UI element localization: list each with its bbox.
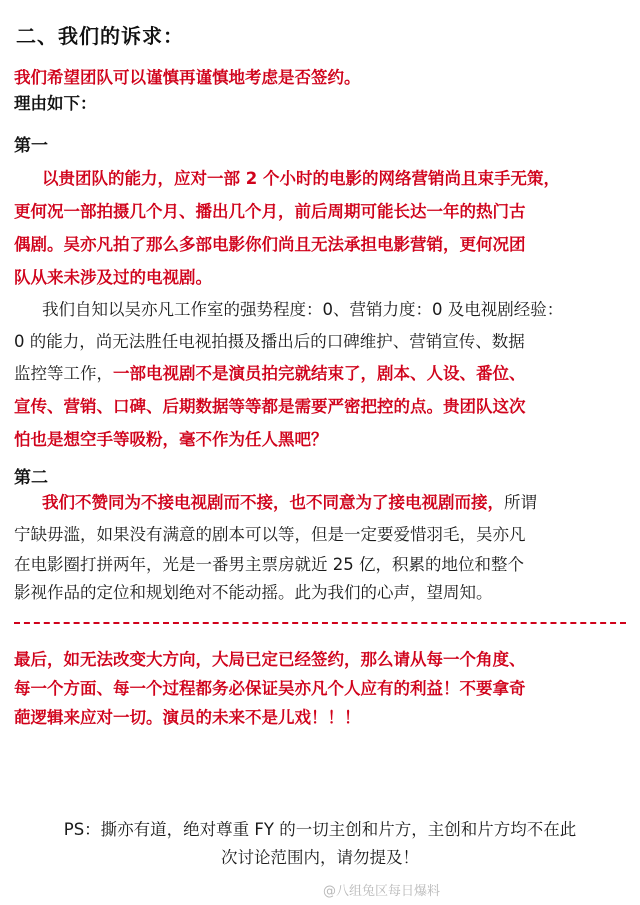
second-red-segment: 我们不赞同为不接电视剧而不接，也不同意为了接电视剧而接， — [42, 493, 504, 512]
first-para2-black-segment: 监控等工作， — [14, 364, 113, 383]
first-red-line-4: 队从来未涉及过的电视剧。 — [14, 268, 212, 287]
second-line-2: 宁缺毋滥，如果没有满意的剧本可以等，但是一定要爱惜羽毛，吴亦凡 — [14, 525, 526, 544]
appeal-text: 我们希望团队可以谨慎再谨慎地考虑是否签约。 — [14, 68, 361, 87]
first-para2-red-segment: 一部电视剧不是演员拍完就结束了，剧本、人设、番位、 — [113, 364, 526, 383]
section-title: 二、我们的诉求： — [16, 24, 184, 48]
second-line-3: 在电影圈打拼两年，光是一番男主票房就近 25 亿，积累的地位和整个 — [14, 555, 524, 574]
first-para2-line-3 — [14, 358, 630, 389]
first-para2-line-2: 0 的能力，尚无法胜任电视拍摄及播出后的口碑维护、营销宣传、数据 — [14, 332, 525, 351]
first-para2-line-5: 怕也是想空手等吸粉，毫不作为任人黑吧？ — [14, 430, 328, 449]
ps-line-2: 次讨论范围内，请勿提及！ — [221, 848, 419, 867]
ps-note — [20, 816, 620, 872]
watermark: @八组兔区每日爆料 — [322, 884, 440, 899]
final-line-1: 最后，如无法改变大方向，大局已定已经签约，那么请从每一个角度、 — [14, 650, 526, 669]
first-para2-line-1: 我们自知以吴亦凡工作室的强势程度：0、营销力度：0 及电视剧经验： — [42, 300, 564, 319]
second-line-1 — [14, 487, 630, 518]
second-black-segment: 所谓 — [504, 493, 537, 512]
dashed-divider — [14, 622, 626, 624]
first-red-line-1: 以贵团队的能力，应对一部 2 个小时的电影的网络营销尚且束手无策， — [42, 169, 560, 188]
first-red-line-2: 更何况一部拍摄几个月、播出几个月，前后周期可能长达一年的热门古 — [14, 202, 526, 221]
first-heading: 第一 — [14, 136, 48, 156]
final-line-2: 每一个方面、每一个过程都务必保证吴亦凡个人应有的利益！不要拿奇 — [14, 679, 526, 698]
reason-intro: 理由如下： — [14, 94, 97, 113]
first-para2-line-4: 宣传、营销、口碑、后期数据等等都是需要严密把控的点。贵团队这次 — [14, 397, 526, 416]
first-red-line-3: 偶剧。吴亦凡拍了那么多部电影你们尚且无法承担电影营销，更何况团 — [14, 235, 526, 254]
final-line-3: 葩逻辑来应对一切。演员的未来不是儿戏！！！ — [14, 708, 361, 727]
ps-line-1: PS：撕亦有道，绝对尊重 FY 的一切主创和片方，主创和片方均不在此 — [63, 820, 577, 839]
second-line-4: 影视作品的定位和规划绝对不能动摇。此为我们的心声，望周知。 — [14, 583, 493, 602]
second-heading: 第二 — [14, 468, 48, 488]
